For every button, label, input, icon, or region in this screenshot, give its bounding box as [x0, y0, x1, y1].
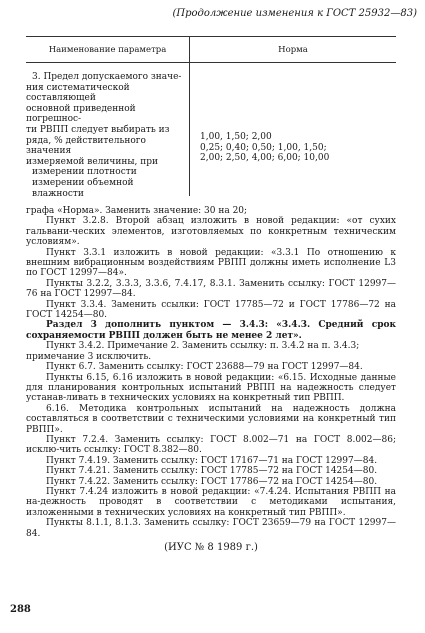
paragraph: Пункты 3.2.2, 3.3.3, 3.3.6, 7.4.17, 8.3.1. Заменить ссылку: ГОСТ 12997—76 на ГОСТ 12997—84.: [26, 278, 396, 300]
col1-line: ния систематической составляющей: [26, 82, 130, 104]
col1-line: измерении объемной влажности: [32, 177, 134, 199]
paragraph: Пункт 3.3.4. Заменить ссылки: ГОСТ 17785—72 и ГОСТ 17786—72 на ГОСТ 14254—80.: [26, 299, 396, 321]
col1-line: измеряемой величины, при: [26, 156, 158, 167]
paragraph: Пункт 3.3.1 изложить в новой редакции: «3.3.1 По отношению к внешним вибрационным воздействиям РВПП должны иметь исполнение L3 по ГОСТ 12997—84».: [26, 247, 396, 279]
paragraph: Пункты 6.15, 6.16 изложить в новой редакции: «6.15. Исходные данные для планирования контрольных испытаний РВПП на надежность следует устанав-ливать в технических условиях на конкретный тип РВПП.: [26, 372, 396, 404]
table-column-divider: [189, 36, 190, 196]
paragraph: Пункт 7.4.21. Заменить ссылку: ГОСТ 17785—72 на ГОСТ 14254—80.: [46, 466, 378, 477]
paragraph: Пункт 7.4.22. Заменить ссылку: ГОСТ 17786—72 на ГОСТ 14254—80.: [46, 476, 378, 487]
source-note: (ИУС № 8 1989 г.): [164, 542, 258, 553]
col1-header: Наименование параметра: [48, 45, 167, 55]
paragraph: Раздел 3 дополнить пунктом — 3.4.3: «3.4.3. Средний срок сохраняемости РВПП должен быть не менее 2 лет».: [26, 320, 396, 341]
paragraph: Пункт 7.4.19. Заменить ссылку: ГОСТ 17167—71 на ГОСТ 12997—84.: [46, 455, 378, 466]
paragraph: 6.16. Методика контрольных испытаний на надежность должна составляться в соответствии с техническими условиями на конкретный тип РВПП».: [26, 403, 396, 435]
paragraph: Пункт 6.7. Заменить ссылку: ГОСТ 23688—79 на ГОСТ 12997—84.: [46, 362, 363, 373]
paragraph: Пункт 3.4.2. Примечание 2. Заменить ссылку: п. 3.4.2 на п. 3.4.3;: [46, 341, 360, 352]
paragraph: Пункт 3.2.8. Второй абзац изложить в новой редакции: «от сухих гальвани-ческих элементов, изготовляемых по конкретным техническим условиям».: [26, 216, 396, 248]
document-body: [26, 206, 396, 553]
paragraph: графа «Норма». Заменить значение: 30 на 20;: [26, 206, 248, 216]
paragraph: Пункт 7.4.24 изложить в новой редакции: «7.4.24. Испытания РВПП на на-дежность проводят в соответствии с методиками испытания, изложенными в технических условиях на конкретный тип РВПП».: [26, 486, 396, 518]
col2-line: 0,25; 0,40; 0,50; 1,00, 1,50;: [200, 142, 327, 153]
parameter-table: [26, 36, 396, 199]
col1-cell: [26, 72, 186, 199]
col2-cell: [200, 132, 329, 164]
col1-line: ти РВПП следует выбирать из: [26, 124, 170, 135]
table-top-rule: [26, 36, 396, 37]
paragraph: примечание 3 исключить.: [26, 351, 152, 362]
paragraph: Пункты 8.1.1, 8.1.3. Заменить ссылку: ГОСТ 23659—79 на ГОСТ 12997—84.: [26, 518, 396, 539]
page-number: 288: [10, 604, 31, 615]
table-header-rule: [26, 62, 396, 63]
running-header: (Продолжение изменения к ГОСТ 25932—83): [172, 8, 417, 19]
col1-line: ряда, % действительного значения: [26, 135, 146, 157]
col2-header: Норма: [278, 45, 308, 55]
paragraph: Пункт 7.2.4. Заменить ссылку: ГОСТ 8.002—71 на ГОСТ 8.002—86; исклю-чить ссылку: ГОСТ 8.382—80.: [26, 434, 396, 456]
col1-line: 3. Предел допускаемого значе-: [32, 72, 182, 82]
col2-line: 2,00; 2,50, 4,00; 6,00; 10,00: [200, 153, 330, 164]
col1-line: измерении плотности: [32, 167, 137, 178]
col2-line: 1,00, 1,50; 2,00: [200, 132, 272, 142]
col1-line: основной приведенной погрешнос-: [26, 103, 136, 125]
